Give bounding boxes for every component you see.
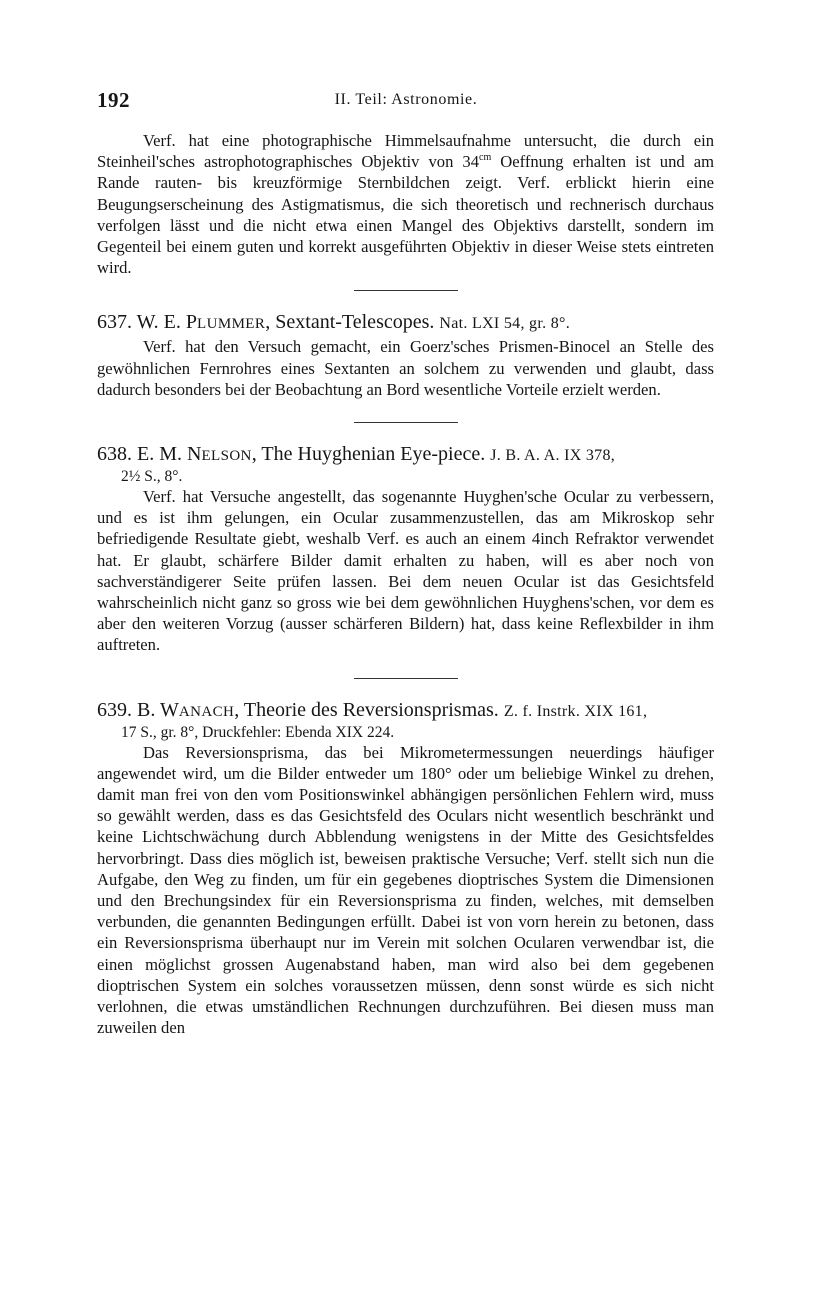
unit-superscript: cm [479,152,492,164]
entry-heading [97,310,714,336]
running-head [97,88,715,114]
entry-source: J. B. A. A. IX 378, [490,447,616,465]
page-number: 192 [97,88,130,112]
intro-text-a: Verf. hat eine photographische Himmelsaufnahme untersucht, die durch ein Steinheil'sches astrophotographisches Objektiv von 34 [97,131,714,172]
intro-text-b: Oeffnung erhalten ist und am Rande rauten- bis kreuzförmige Sternbildchen zeigt. Verf. erblickt hierin eine Beugungserscheinung des Astigmatismus, die sich theoretisch und rechnerisch durchaus verfolgen lässt und die nicht etwa einen Mangel des Objektivs darstellt, sondern im Gegenteil bei einem guten und korrekt ausgeführten Objektiv in dieser Weise stets eintreten wird. [97,152,715,278]
running-title: II. Teil: Astronomie. [334,91,478,108]
entry-title: , Theorie des Reversionsprismas. [234,698,499,721]
author-initials: W. E. [136,311,186,334]
entry-source: Z. f. Instrk. XIX 161, [503,702,648,720]
intro-paragraph [97,130,714,278]
entry-title: , Sextant-Telescopes. [265,311,435,334]
entry-number: 639. [97,698,132,721]
entry-639 [97,698,714,1039]
entry-638 [97,442,714,656]
entry-text: Verf. hat Versuche angestellt, das sogenannte Huyghen'sche Ocular zu verbessern, und es ist ihm gelungen, ein Ocular zusammenzustellen, das am Mikroskop sehr befriedigende Resultate giebt, weshalb Verf. es auch an einem 4inch Refraktor verwendet hat. Er glaubt, schärfere Bilder damit erhalten zu haben, will es aber noch von sachverständigerer Seite prüfen lassen. Bei dem neuen Ocular ist das Gesichtsfeld wahrscheinlich nicht ganz so gross wie bei dem gewöhnlichen Huyghens'schen, vor dem es aber den weiteren Vorzug (ausser schärferen Bildern) hat, dass keine Reflexbilder in ihm auftreten. [97,487,714,655]
author-surname-smallcaps: LUMMER [197,316,266,333]
author-initial-cap: N [187,443,202,466]
author-surname-smallcaps: ANACH [178,703,235,720]
author-surname-smallcaps: ELSON [201,448,252,465]
entry-number: 637. [97,311,132,334]
author-initial-cap: W [159,698,179,721]
entry-heading [97,698,714,724]
entry-number: 638. [97,443,132,466]
entry-text: Verf. hat den Versuch gemacht, ein Goerz'sches Prismen-Binocel an Stelle des gewöhnlichen Fernrohres eines Sextanten an solchem zu verwenden und glaubt, dass dadurch besonders bei der Beobachtung an Bord wesentliche Vorteile erzielt werden. [97,337,714,399]
author-initials: E. M. [137,443,187,466]
page-body [97,130,714,1039]
author-initial-cap: P [185,311,198,334]
entry-heading [97,442,714,468]
entry-source: Nat. LXI 54, gr. 8°. [439,315,570,333]
entry-637 [97,310,714,400]
entry-text: Das Reversionsprisma, das bei Mikrometermessungen neuerdings häufiger angewendet wird, um die Bilder entweder um 180° oder um beliebige Winkel zu drehen, damit man frei von den vom Positionswinkel abhängigen persönlichen Fehlern wird, muss so gewählt werden, dass es das Gesichtsfeld des Oculars nicht wesentlich beschränkt und keine Lichtschwächung durch Abblendung wenigstens in der Mitte des Gesichtsfeldes hervorbringt. Dass dies möglich ist, beweisen praktische Versuche; Verf. stellt sich nun die Aufgabe, den Weg zu finden, um für ein gegebenes dioptrisches System die Dimensionen und den Brechungsindex für ein Reversionsprisma zu finden, welches, mit demselben verbunden, die genannten Bedingungen erfüllt. Dabei ist von vorn herein zu betonen, dass ein Reversionsprisma überhaupt nur im Verein mit solchen Ocularen verwendbar ist, die einen möglichst grossen Augenabstand haben, man wird also bei dem gegebenen dioptrischen System ein solches voraussetzen müssen, denn sonst würde es sich nicht verlohnen, die etwas umständlichen Rechnungen durchzuführen. Bei diesen muss man zuweilen den [97,742,714,1038]
author-initials: B. [137,698,160,721]
entry-title: , The Huyghenian Eye-piece. [251,443,486,466]
entry-subline: 2½ S., 8°. [121,468,183,486]
entry-subline: 17 S., gr. 8°, Druckfehler: Ebenda XIX 224. [121,723,395,741]
